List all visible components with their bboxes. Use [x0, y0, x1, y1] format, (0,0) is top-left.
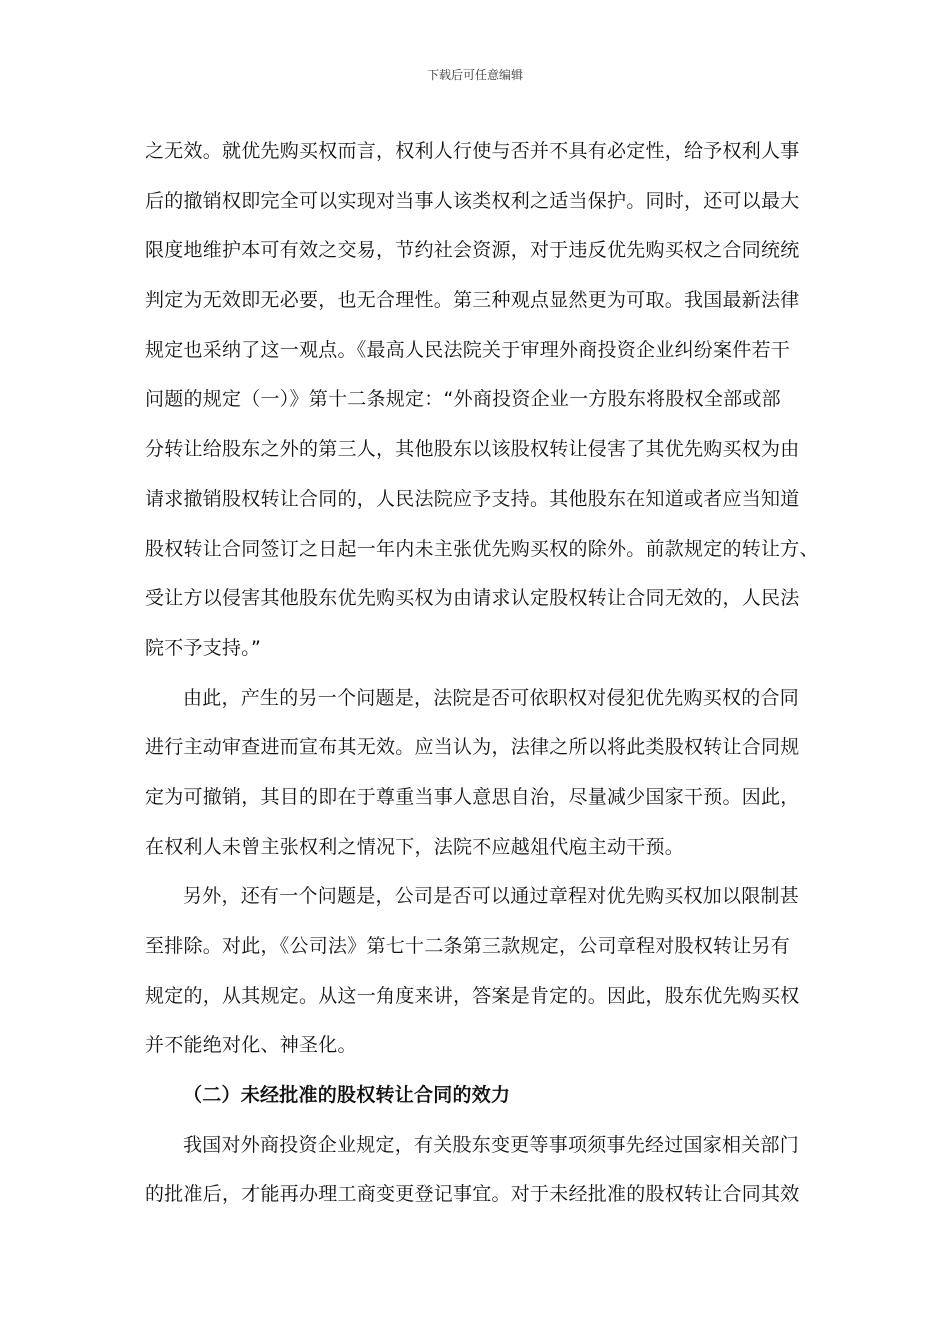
text-line: 的批准后，才能再办理工商变更登记事宜。对于未经批准的股权转让合同其效 [145, 1183, 800, 1206]
text-line: 至排除。对此，《公司法》第七十二条第三款规定，公司章程对股权转让另有 [145, 935, 791, 957]
text-line: 进行主动审查进而宣布其无效。应当认为，法律之所以将此类股权转让合同规 [145, 736, 800, 759]
text-line: 规定也采纳了这一观点。《最高人民法院关于审理外商投资企业纠纷案件若干 [145, 338, 791, 361]
text-line: 并不能绝对化、神圣化。 [145, 1034, 357, 1057]
text-line: 定为可撤销，其目的即在于尊重当事人意思自治，尽量减少国家干预。因此， [145, 785, 800, 808]
text-line: 限度地维护本可有效之交易，节约社会资源，对于违反优先购买权之合同统统 [145, 239, 800, 262]
paragraph-start-line: 由此，产生的另一个问题是，法院是否可依职权对侵犯优先购买权的合同 [183, 686, 800, 709]
text-line: 判定为无效即无必要，也无合理性。第三种观点显然更为可取。我国最新法律 [145, 289, 800, 312]
text-line: 院不予支持。” [145, 636, 262, 659]
text-line: 规定的，从其规定。从这一角度来讲，答案是肯定的。因此，股东优先购买权 [145, 984, 800, 1007]
text-line: 问题的规定（一）》第十二条规定：“外商投资企业一方股东将股权全部或部 [145, 388, 781, 411]
text-line: 股权转让合同签订之日起一年内未主张优先购买权的除外。前款规定的转让方、 [145, 537, 819, 560]
text-line: 之无效。就优先购买权而言，权利人行使与否并不具有必定性，给予权利人事 [145, 140, 800, 162]
section-heading: （二）未经批准的股权转让合同的效力 [183, 1084, 511, 1107]
text-line: 后的撤销权即完全可以实现对当事人该类权利之适当保护。同时，还可以最大 [145, 189, 800, 212]
text-line: 请求撤销股权转让合同的，人民法院应予支持。其他股东在知道或者应当知道 [145, 487, 800, 510]
paragraph-start-line: 另外，还有一个问题是，公司是否可以通过章程对优先购买权加以限制甚 [183, 885, 800, 908]
page-header-note: 下载后可任意编辑 [426, 68, 523, 82]
document-body [145, 133, 819, 1226]
text-line: 在权利人未曾主张权利之情况下，法院不应越俎代庖主动干预。 [145, 835, 685, 858]
text-line: 分转让给股东之外的第三人，其他股东以该股权转让侵害了其优先购买权为由 [145, 438, 800, 461]
text-line: 受让方以侵害其他股东优先购买权为由请求认定股权转让合同无效的，人民法 [145, 587, 800, 610]
paragraph-start-line: 我国对外商投资企业规定，有关股东变更等事项须事先经过国家相关部门 [183, 1133, 800, 1156]
